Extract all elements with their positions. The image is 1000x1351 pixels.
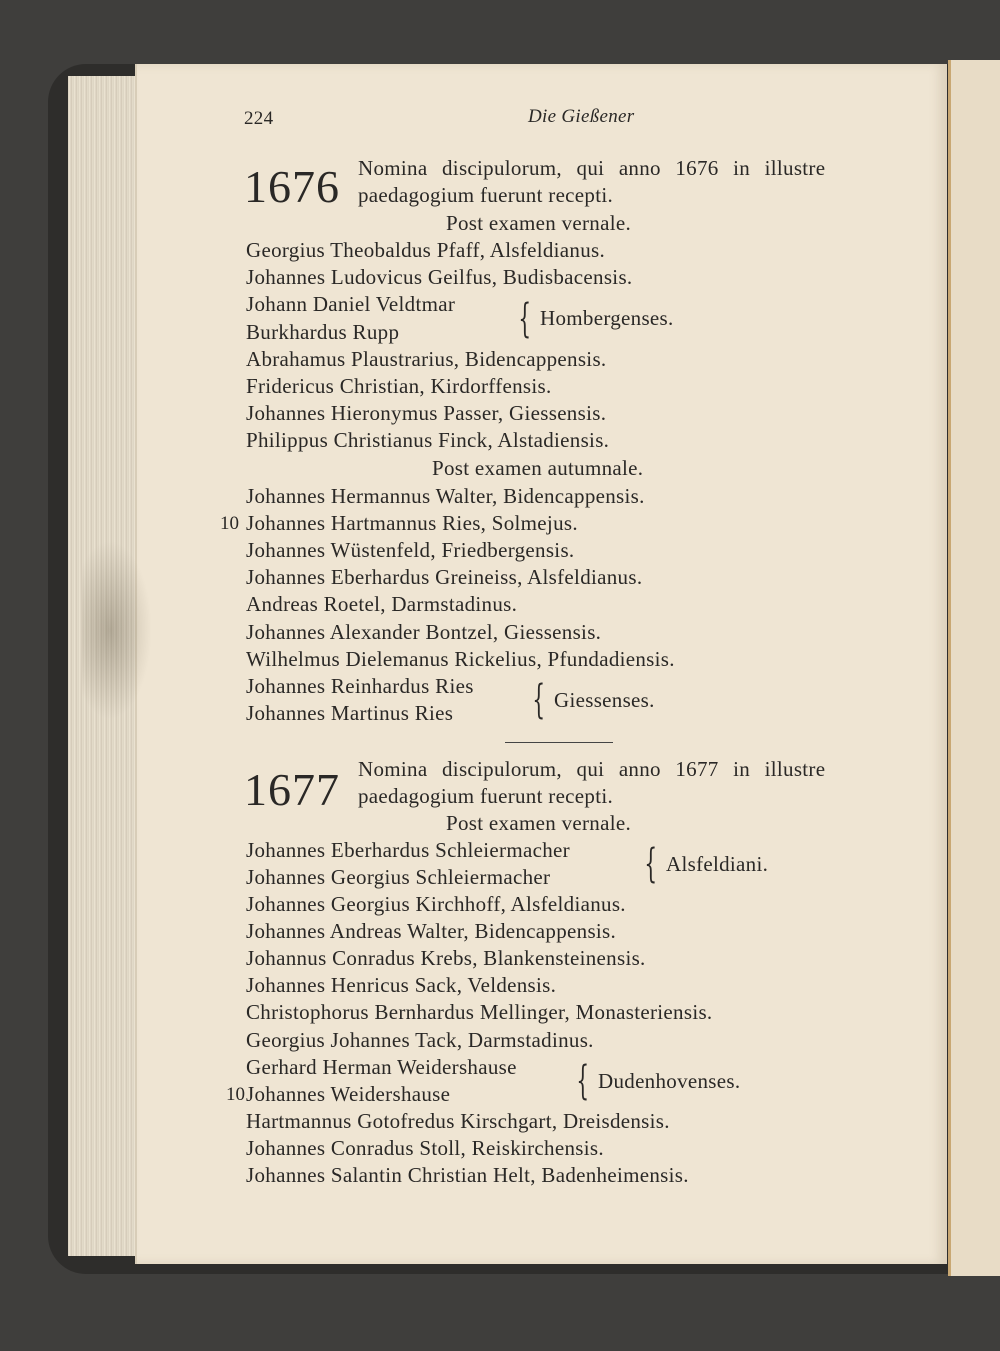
entry-line: Johannes Georgius Schleiermacher — [246, 865, 551, 889]
intro-line-2: paedagogium fuerunt recepti. — [358, 183, 614, 207]
entry-line: Gerhard Herman Weidershause — [246, 1055, 517, 1079]
entry-line: Johannes Weidershause — [246, 1082, 451, 1106]
group-label: Giessenses. — [554, 688, 655, 712]
entry-line: Georgius Johannes Tack, Darmstadinus. — [246, 1028, 594, 1052]
section-divider — [505, 742, 613, 743]
brace: { — [644, 841, 658, 887]
entry-line: Burkhardus Rupp — [246, 320, 400, 344]
entry-line: Johannus Conradus Krebs, Blankensteinensis. — [246, 946, 646, 970]
entry-line: Abrahamus Plaustrarius, Bidencappensis. — [246, 347, 607, 371]
entry-line: Andreas Roetel, Darmstadinus. — [246, 592, 518, 616]
year-1677: 1677 — [244, 764, 340, 815]
brace: { — [518, 296, 532, 342]
entry-line: Johannes Wüstenfeld, Friedbergensis. — [246, 538, 575, 562]
entry-line: Johannes Eberhardus Schleiermacher — [246, 838, 570, 862]
group-label: Hombergenses. — [540, 306, 674, 330]
entry-line: Philippus Christianus Finck, Alstadiensis. — [246, 428, 610, 452]
brace: { — [532, 677, 546, 723]
paper-stain — [82, 540, 152, 720]
running-head: Die Gießener — [528, 106, 635, 127]
line-number: 10 — [220, 513, 239, 534]
subheading-vernale: Post examen vernale. — [446, 811, 632, 835]
entry-line: Johannes Hartmannus Ries, Solmejus. — [246, 511, 578, 535]
entry-line: Johannes Conradus Stoll, Reiskirchensis. — [246, 1136, 604, 1160]
entry-line: Johannes Martinus Ries — [246, 701, 454, 725]
entry-line: Johannes Henricus Sack, Veldensis. — [246, 973, 557, 997]
intro-line-1: Nomina discipulorum, qui anno 1676 in illustre — [358, 156, 826, 180]
intro-line-1: Nomina discipulorum, qui anno 1677 in illustre — [358, 757, 826, 781]
entry-line: Johannes Andreas Walter, Bidencappensis. — [246, 919, 617, 943]
entry-line: Johannes Hieronymus Passer, Giessensis. — [246, 401, 607, 425]
page-number: 224 — [244, 108, 274, 129]
entry-line: Johannes Ludovicus Geilfus, Budisbacensis. — [246, 265, 633, 289]
entry-line: Johannes Georgius Kirchhoff, Alsfeldianus. — [246, 892, 626, 916]
intro-line-2: paedagogium fuerunt recepti. — [358, 784, 614, 808]
entry-line: Hartmannus Gotofredus Kirschgart, Dreisdensis. — [246, 1109, 670, 1133]
group-label: Alsfeldiani. — [666, 852, 769, 876]
entry-line: Johannes Reinhardus Ries — [246, 674, 474, 698]
entry-line: Johannes Alexander Bontzel, Giessensis. — [246, 620, 602, 644]
entry-line: Christophorus Bernhardus Mellinger, Monasteriensis. — [246, 1000, 713, 1024]
entry-line: Georgius Theobaldus Pfaff, Alsfeldianus. — [246, 238, 606, 262]
entry-line: Johannes Hermannus Walter, Bidencappensis. — [246, 484, 645, 508]
subheading-autumnale: Post examen autumnale. — [432, 456, 644, 480]
entry-line: Wilhelmus Dielemanus Rickelius, Pfundadiensis. — [246, 647, 675, 671]
facing-page-edge — [948, 60, 1000, 1276]
entry-line: Fridericus Christian, Kirdorffensis. — [246, 374, 552, 398]
entry-line: Johannes Salantin Christian Helt, Badenheimensis. — [246, 1163, 689, 1187]
year-1676: 1676 — [244, 161, 340, 212]
line-number: 10 — [226, 1084, 245, 1105]
subheading-vernale: Post examen vernale. — [446, 211, 632, 235]
entry-line: Johannes Eberhardus Greineiss, Alsfeldianus. — [246, 565, 643, 589]
entry-line: Johann Daniel Veldtmar — [246, 292, 456, 316]
group-label: Dudenhovenses. — [598, 1069, 741, 1093]
brace: { — [576, 1058, 590, 1104]
